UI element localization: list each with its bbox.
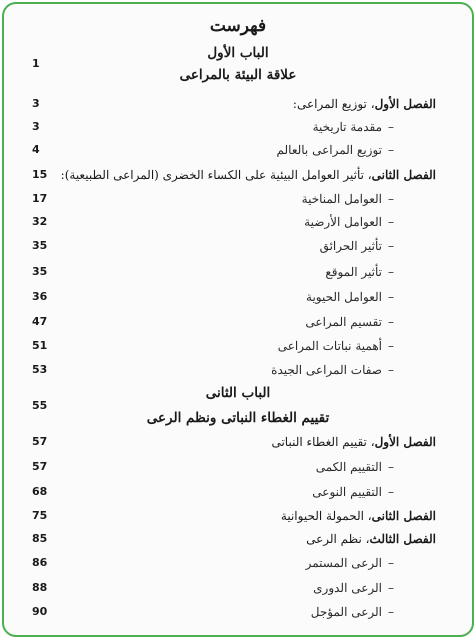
page-number: 57: [32, 460, 48, 473]
dash-bullet: –: [388, 215, 394, 229]
part-subtitle-row: [4, 408, 472, 428]
chapter-label: الفصل الأول: [374, 97, 436, 111]
toc-entry[interactable]: [4, 336, 472, 356]
entry-title: تأثير الحرائق: [319, 239, 382, 253]
toc-entry-chapter[interactable]: الفصل الأول، تقييم الغطاء النباتى 57: [4, 432, 472, 452]
entry-title: الرعى المؤجل: [310, 605, 382, 619]
toc-entry-chapter[interactable]: الفصل الثانى، الحمولة الحيوانية 75: [4, 506, 472, 526]
toc-entry-chapter[interactable]: الفصل الثالث، نظم الرعى 85: [4, 529, 472, 549]
page-frame: [2, 2, 474, 637]
entry-title: مقدمة تاريخية: [312, 120, 382, 134]
page-number: 57: [32, 435, 48, 448]
toc-entry-chapter[interactable]: الفصل الثانى، تأثير العوامل البيئية على الكساء الخضرى (المراعى الطبيعية): 15: [4, 165, 472, 185]
page-number: 85: [32, 532, 48, 545]
toc-entry[interactable]: [4, 117, 472, 137]
entry-title: العوامل الحيوية: [306, 290, 382, 304]
toc-entry[interactable]: [4, 312, 472, 332]
entry-title: تقسيم المراعى: [305, 315, 382, 329]
page-title: فهرست: [209, 16, 267, 36]
dash-bullet: –: [388, 315, 394, 329]
toc-entry[interactable]: [4, 140, 472, 160]
page-number: 51: [32, 339, 48, 352]
dash-bullet: –: [388, 290, 394, 304]
page-number: 3: [32, 97, 40, 110]
page-number: 32: [32, 215, 48, 228]
page-number: 1: [32, 57, 40, 70]
entry-title: الرعى المستمر: [305, 556, 382, 570]
entry-title: توزيع المراعى بالعالم: [276, 143, 382, 157]
toc-entry[interactable]: [4, 262, 472, 282]
chapter-title: الحمولة الحيوانية: [280, 509, 364, 523]
entry-title: أهمية نباتات المراعى: [277, 339, 382, 353]
dash-bullet: –: [388, 581, 394, 595]
chapter-label: الفصل الثالث: [369, 532, 436, 546]
dash-bullet: –: [388, 605, 394, 619]
page-number: 68: [32, 485, 48, 498]
dash-bullet: –: [388, 485, 394, 499]
chapter-title: تأثير العوامل البيئية على الكساء الخضرى (المراعى الطبيعية):: [60, 168, 364, 182]
part-subtitle-row: [4, 65, 472, 85]
entry-title: التقييم النوعى: [312, 485, 382, 499]
entry-title: الرعى الدورى: [313, 581, 382, 595]
part-subtitle: علاقة البيئة بالمراعى: [179, 67, 297, 83]
chapter-label: الفصل الثانى: [371, 509, 436, 523]
dash-bullet: –: [388, 556, 394, 570]
part-heading: الباب الأول: [207, 45, 269, 61]
dash-bullet: –: [388, 192, 394, 206]
entry-title: صفات المراعى الجيدة: [271, 363, 382, 377]
page-number: 90: [32, 605, 48, 618]
dash-bullet: –: [388, 143, 394, 157]
chapter-title: توزيع المراعى:: [292, 97, 367, 111]
toc-entry[interactable]: [4, 287, 472, 307]
page-number: 88: [32, 581, 48, 594]
dash-bullet: –: [388, 265, 394, 279]
toc-entry[interactable]: [4, 457, 472, 477]
chapter-title: نظم الرعى: [306, 532, 362, 546]
page-number: 75: [32, 509, 48, 522]
toc-entry[interactable]: [4, 482, 472, 502]
chapter-label: الفصل الثانى: [371, 168, 436, 182]
toc-entry[interactable]: [4, 236, 472, 256]
dash-bullet: –: [388, 460, 394, 474]
toc-entry[interactable]: [4, 578, 472, 598]
entry-title: التقييم الكمى: [315, 460, 382, 474]
page-number: 17: [32, 192, 48, 205]
page-number: 4: [32, 143, 40, 156]
entry-title: تأثير الموقع: [325, 265, 382, 279]
entry-title: العوامل المناخية: [301, 192, 382, 206]
toc-entry[interactable]: [4, 189, 472, 209]
dash-bullet: –: [388, 339, 394, 353]
chapter-title: تقييم الغطاء النباتى: [271, 435, 367, 449]
page-number: 3: [32, 120, 40, 133]
page-number: 47: [32, 315, 48, 328]
dash-bullet: –: [388, 239, 394, 253]
part-subtitle: تقييم الغطاء النباتى ونظم الرعى: [146, 410, 330, 426]
page-number: 55: [32, 399, 48, 412]
toc-entry[interactable]: [4, 212, 472, 232]
page-number: 36: [32, 290, 48, 303]
part-heading: الباب الثانى: [205, 385, 271, 401]
chapter-label: الفصل الأول: [374, 435, 436, 449]
page-number: 35: [32, 265, 48, 278]
page-number: 86: [32, 556, 48, 569]
toc-entry[interactable]: [4, 602, 472, 622]
dash-bullet: –: [388, 120, 394, 134]
page-number: 53: [32, 363, 48, 376]
toc-entry[interactable]: [4, 360, 472, 380]
page-number: 15: [32, 168, 48, 181]
toc-entry-chapter[interactable]: الفصل الأول، توزيع المراعى: 3: [4, 94, 472, 114]
page-number: 35: [32, 239, 48, 252]
dash-bullet: –: [388, 363, 394, 377]
toc-entry[interactable]: [4, 553, 472, 573]
entry-title: العوامل الأرضية: [304, 215, 382, 229]
